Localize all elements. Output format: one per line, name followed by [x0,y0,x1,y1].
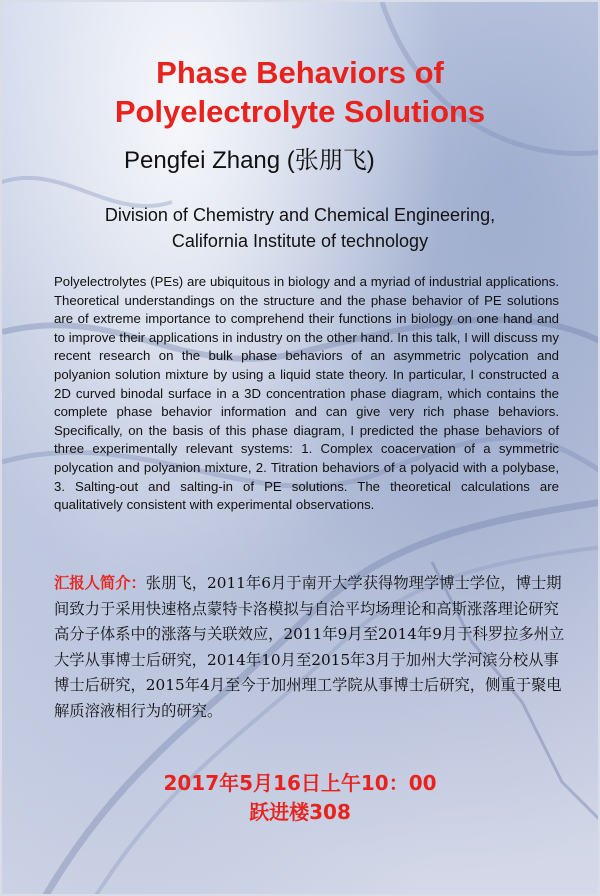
bio-text: 张朋飞，2011年6月于南开大学获得物理学博士学位，博士期间致力于采用快速格点蒙特卡洛模拟与自洽平均场理论和高斯涨落理论研究高分子体系中的涨落与关联效应，2011年9月至2014年9月于科罗拉多州立大学从事博士后研究，2014年10月至2015年3月于加州大学河滨分校从事博士后研究，2015年4月至今于加州理工学院从事博士后研究，侧重于聚电解质溶液相行为的研究。 [54,574,565,720]
event-venue: 跃进楼308 [249,800,351,824]
affiliation-line-1: Division of Chemistry and Chemical Engineering, [104,205,496,225]
poster-title-line-2: Polyelectrolyte Solutions [114,94,486,129]
speaker-bio [54,571,566,724]
event-datetime: 2017年5月16日上午10：00 [163,771,437,795]
affiliation-line-2: California Institute of technology [171,231,429,251]
poster-title-line-1: Phase Behaviors of [156,55,444,90]
bio-label: 汇报人简介： [54,574,146,592]
abstract-paragraph: Polyelectrolytes (PEs) are ubiquitous in biology and a myriad of industrial applications. Theoretical understandings on the structure and the phase behavior of PE solutions are of extreme importance to comprehend their functions in biology on one hand and to improve their applications in industry on the other hand. In this talk, I will discuss my recent research on the bulk phase behaviors of an asymmetric polycation and polyanion solution mixture by using a liquid state theory. In particular, I constructed a 2D curved binodal surface in a 3D concentration phase diagram, which contains the complete phase behavior information and can give very rich phase behaviors. Specifically, on the basis of this phase diagram, I predicted the phase behaviors of three experimentally relevant systems: 1. Complex coacervation of a symmetric polycation and polyanion mixture, 2. Titration behaviors of a polyacid with a polybase, 3. Salting-out and salting-in of PE solutions. The theoretical calculations are qualitatively consistent with experimental observations. [54,274,559,513]
speaker-name: Pengfei Zhang (张朋飞) [124,147,375,174]
